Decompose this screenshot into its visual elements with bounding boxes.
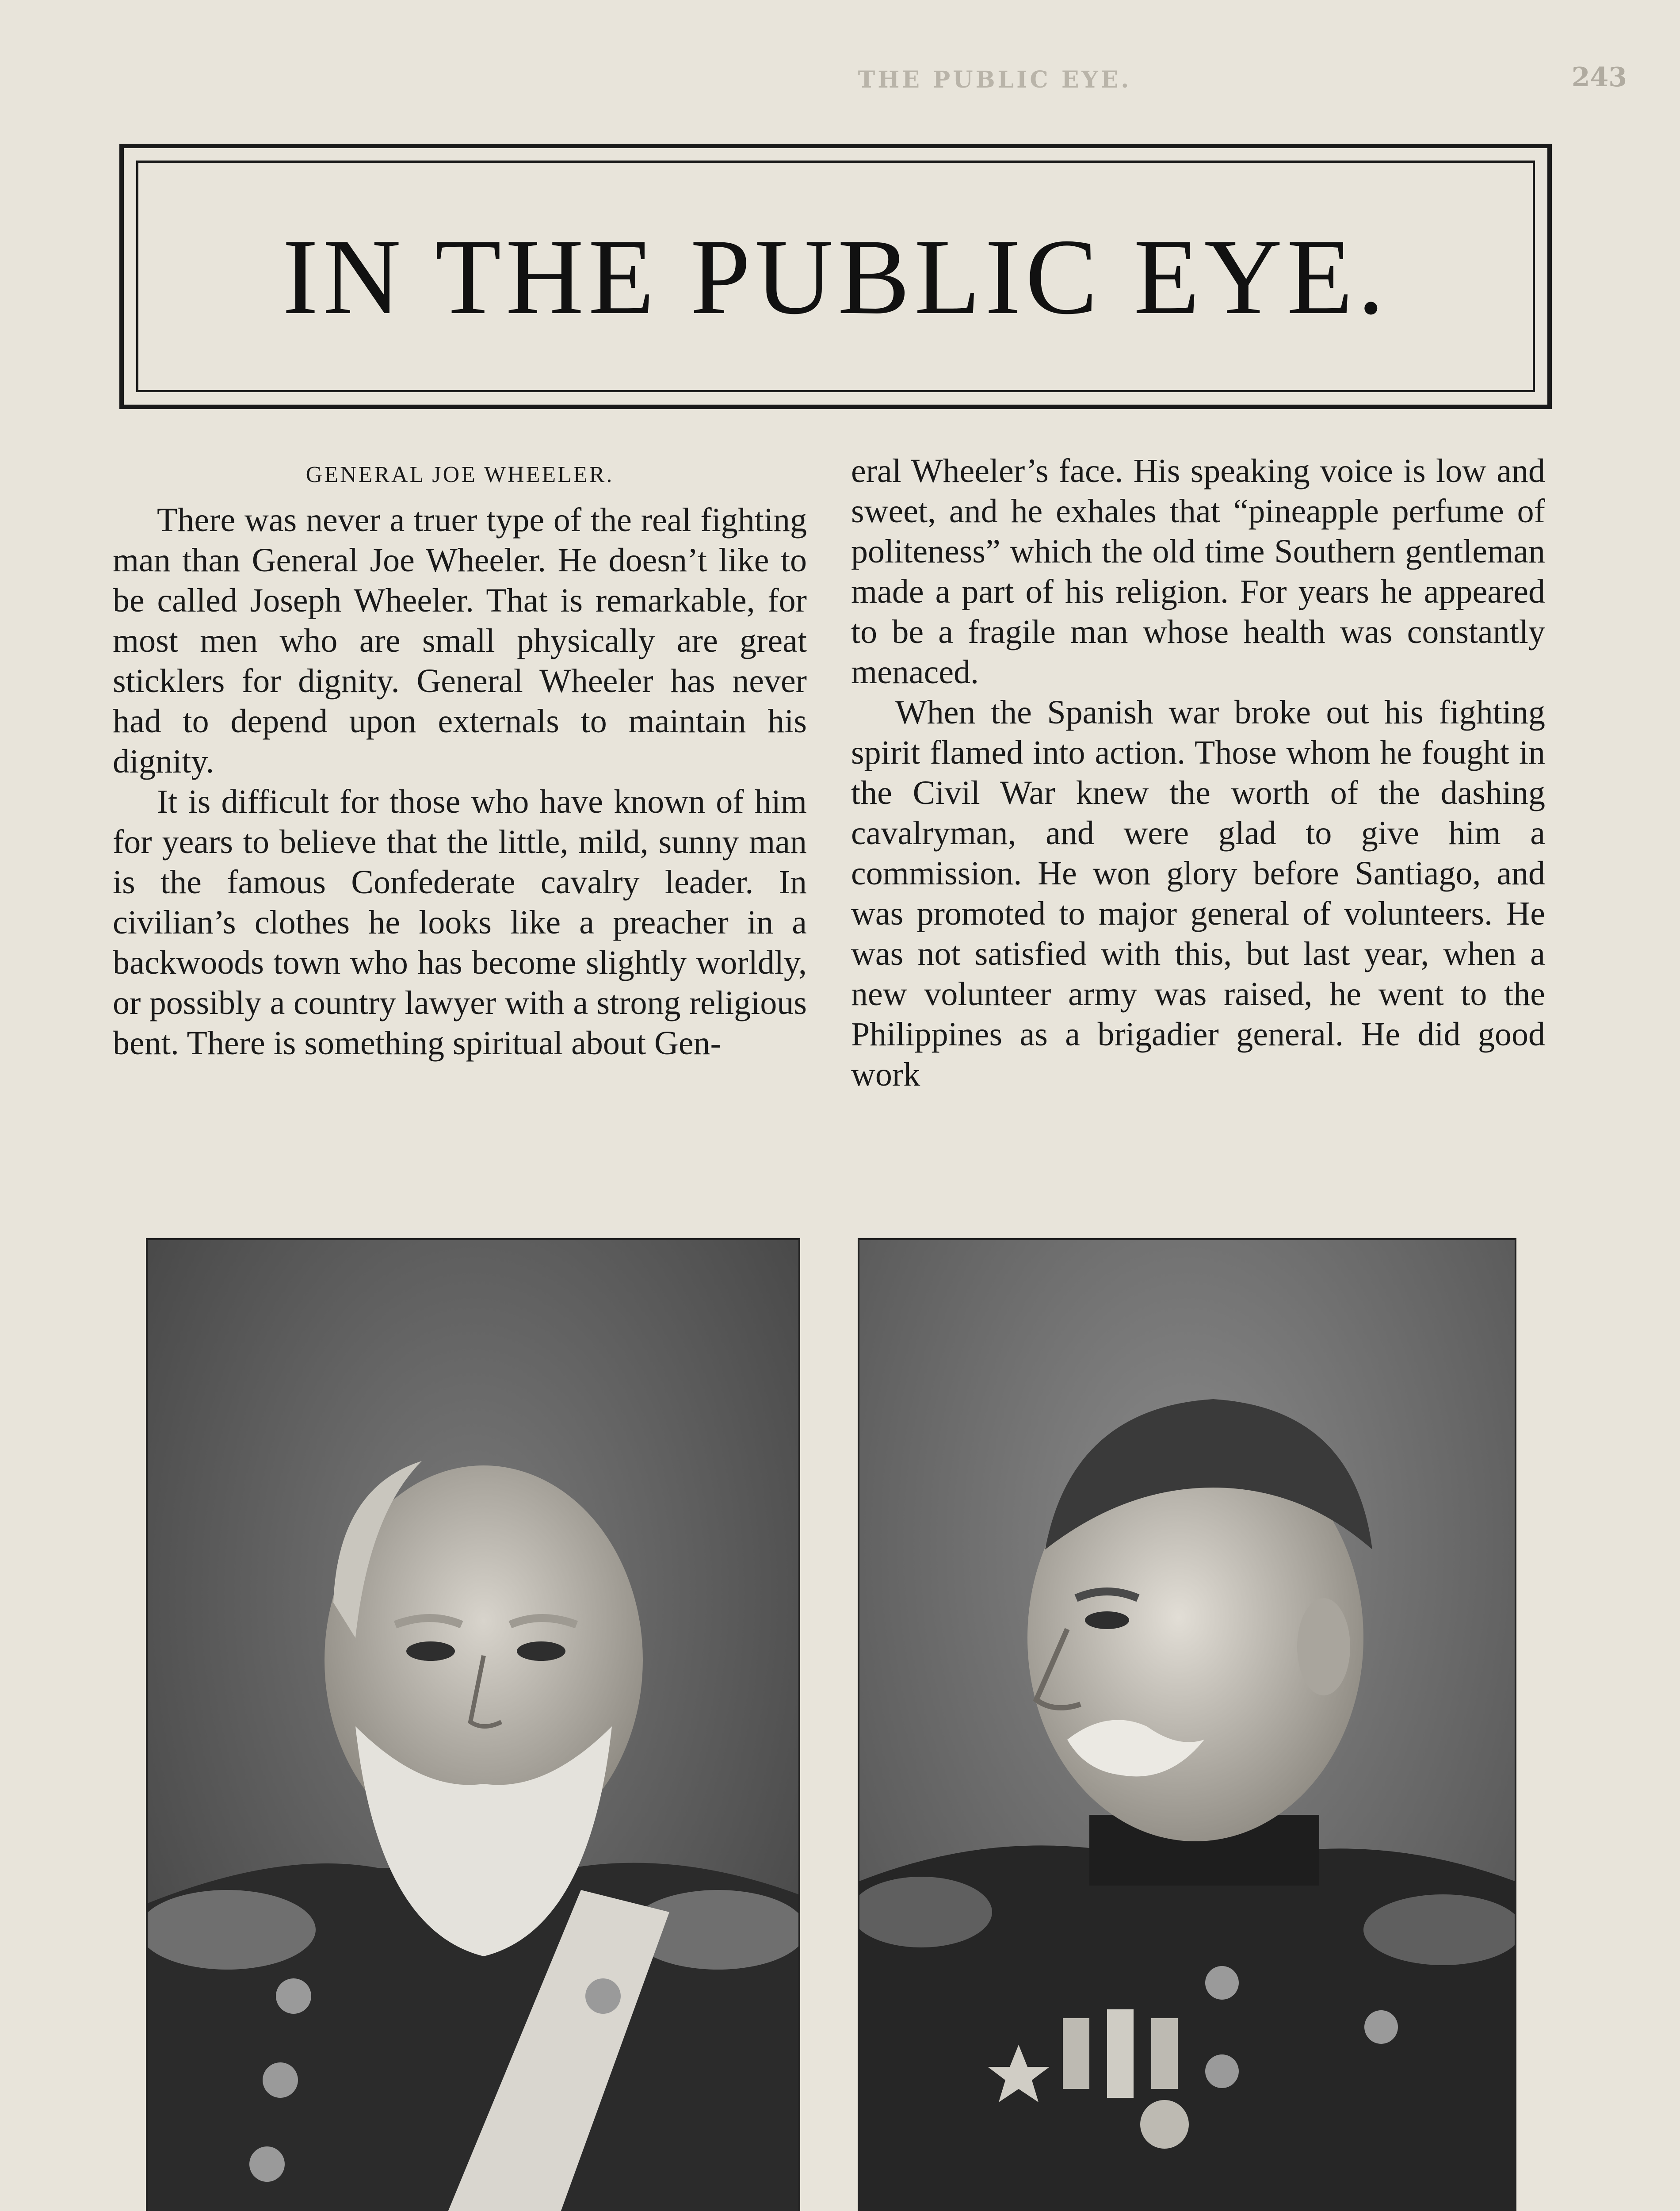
running-head: THE PUBLIC EYE.	[858, 66, 1132, 93]
paragraph: When the Spanish war broke out his fighting spirit flamed into action. Those whom he fought in the Civil War knew the worth of the dashing cavalryman, and were glad to give him a commission. He won glory before Santiago, and was promoted to major general of volunteers. He was not satisfied with this, but last year, when a new volunteer army was raised, he went to the Philippines as a brigadier general. He did good work	[851, 694, 1545, 1093]
paragraph: It is difficult for those who have known of him for years to believe that the little, mild, sunny man is the famous Confederate cavalry leader. In civilian’s clothes he looks like a preacher in a backwoods town who has become slightly worldly, or possibly a country lawyer with a strong religious bent. There is something spiritual about Gen-	[113, 783, 807, 1062]
portrait-photo-wheeler	[146, 1238, 800, 2211]
paragraph: There was never a truer type of the real fighting man than General Joe Wheeler. He doesn’t like to be called Joseph Wheeler. That is remarkable, for most men who are small physically are great sticklers for dignity. General Wheeler has never had to depend upon externals to maintain his dignity.	[113, 501, 807, 780]
portrait-photo-corbin	[858, 1238, 1516, 2211]
title-frame	[119, 144, 1552, 409]
article-body	[113, 451, 1545, 1185]
portrait-illustration	[148, 1240, 798, 2211]
title-inner-frame	[136, 161, 1535, 392]
article-column-left	[113, 451, 807, 1185]
page-title: IN THE PUBLIC EYE.	[282, 216, 1389, 337]
article-column-right	[851, 451, 1545, 1185]
paragraph: eral Wheeler’s face. His speaking voice is low and sweet, and he exhales that “pineapple perfume of politeness” which the old time Southern gentleman made a part of his religion. For years he appeared to be a fragile man whose health was constantly menaced.	[851, 452, 1545, 691]
portrait-illustration	[859, 1240, 1515, 2211]
page-number: 243	[1571, 62, 1627, 93]
section-heading: GENERAL JOE WHEELER.	[305, 462, 614, 487]
